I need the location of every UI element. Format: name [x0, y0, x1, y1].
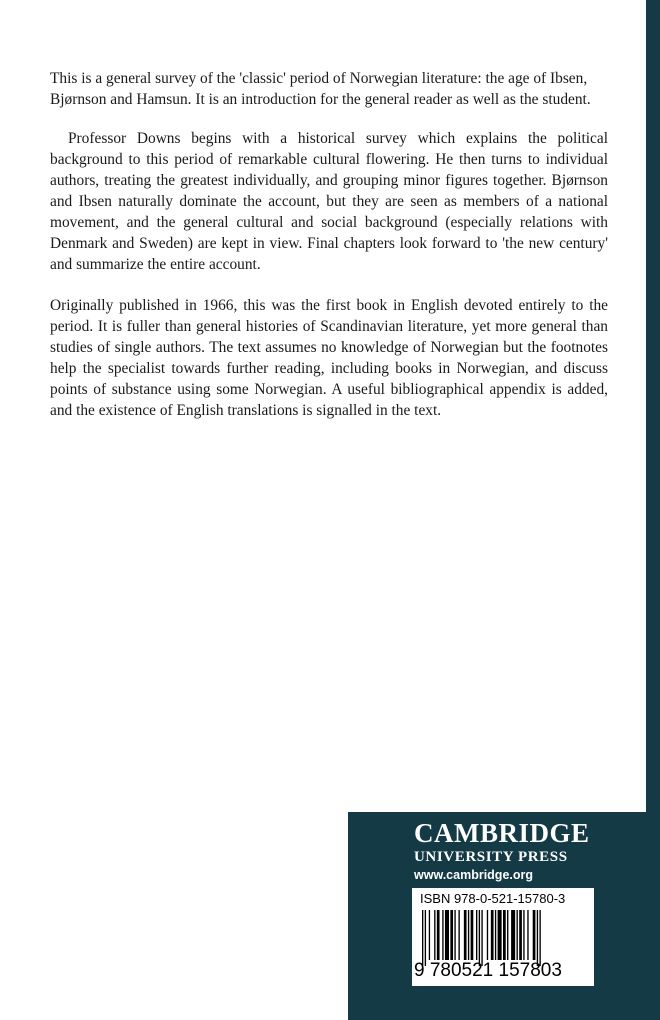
- ean-digits: 9 780521 157803: [414, 960, 562, 981]
- publisher-subtitle: UNIVERSITY PRESS: [414, 849, 568, 865]
- spine-edge: [646, 0, 660, 1020]
- blurb-paragraph-1: This is a general survey of the 'classic' period of Norwegian literature: the age of Ibsen, Bjørnson and Hamsun. It is an introduction for the general reader as well as the student.: [50, 70, 591, 108]
- barcode-icon: [420, 910, 586, 966]
- publisher-panel: [348, 812, 646, 1020]
- publisher-name: CAMBRIDGE: [414, 818, 590, 848]
- blurb-paragraph-3: Originally published in 1966, this was the first book in English devoted entirely to the period. It is fuller than general histories of Scandinavian literature, yet more general than studies of single authors. The text assumes no knowledge of Norwegian but the footnotes help the specialist towards further reading, including books in Norwegian, and discuss points of substance using some Norwegian. A useful bibliographical appendix is added, and the existence of English translations is signalled in the text.: [50, 297, 608, 419]
- isbn-number: ISBN 978-0-521-15780-3: [420, 891, 566, 906]
- blurb-paragraph-2: Professor Downs begins with a historical survey which explains the political background to this period of remarkable cultural flowering. He then turns to individual authors, treating the greatest individually, and grouping minor figures together. Bjørnson and Ibsen naturally dominate the account, but they are seen as members of a national movement, and the general cultural and social background (especially relations with Denmark and Sweden) are kept in view. Final chapters look forward to 'the new century' and summarize the entire account.: [50, 130, 608, 273]
- publisher-url: www.cambridge.org: [414, 868, 534, 882]
- blurb-text: [50, 68, 608, 421]
- barcode-label: [412, 888, 594, 986]
